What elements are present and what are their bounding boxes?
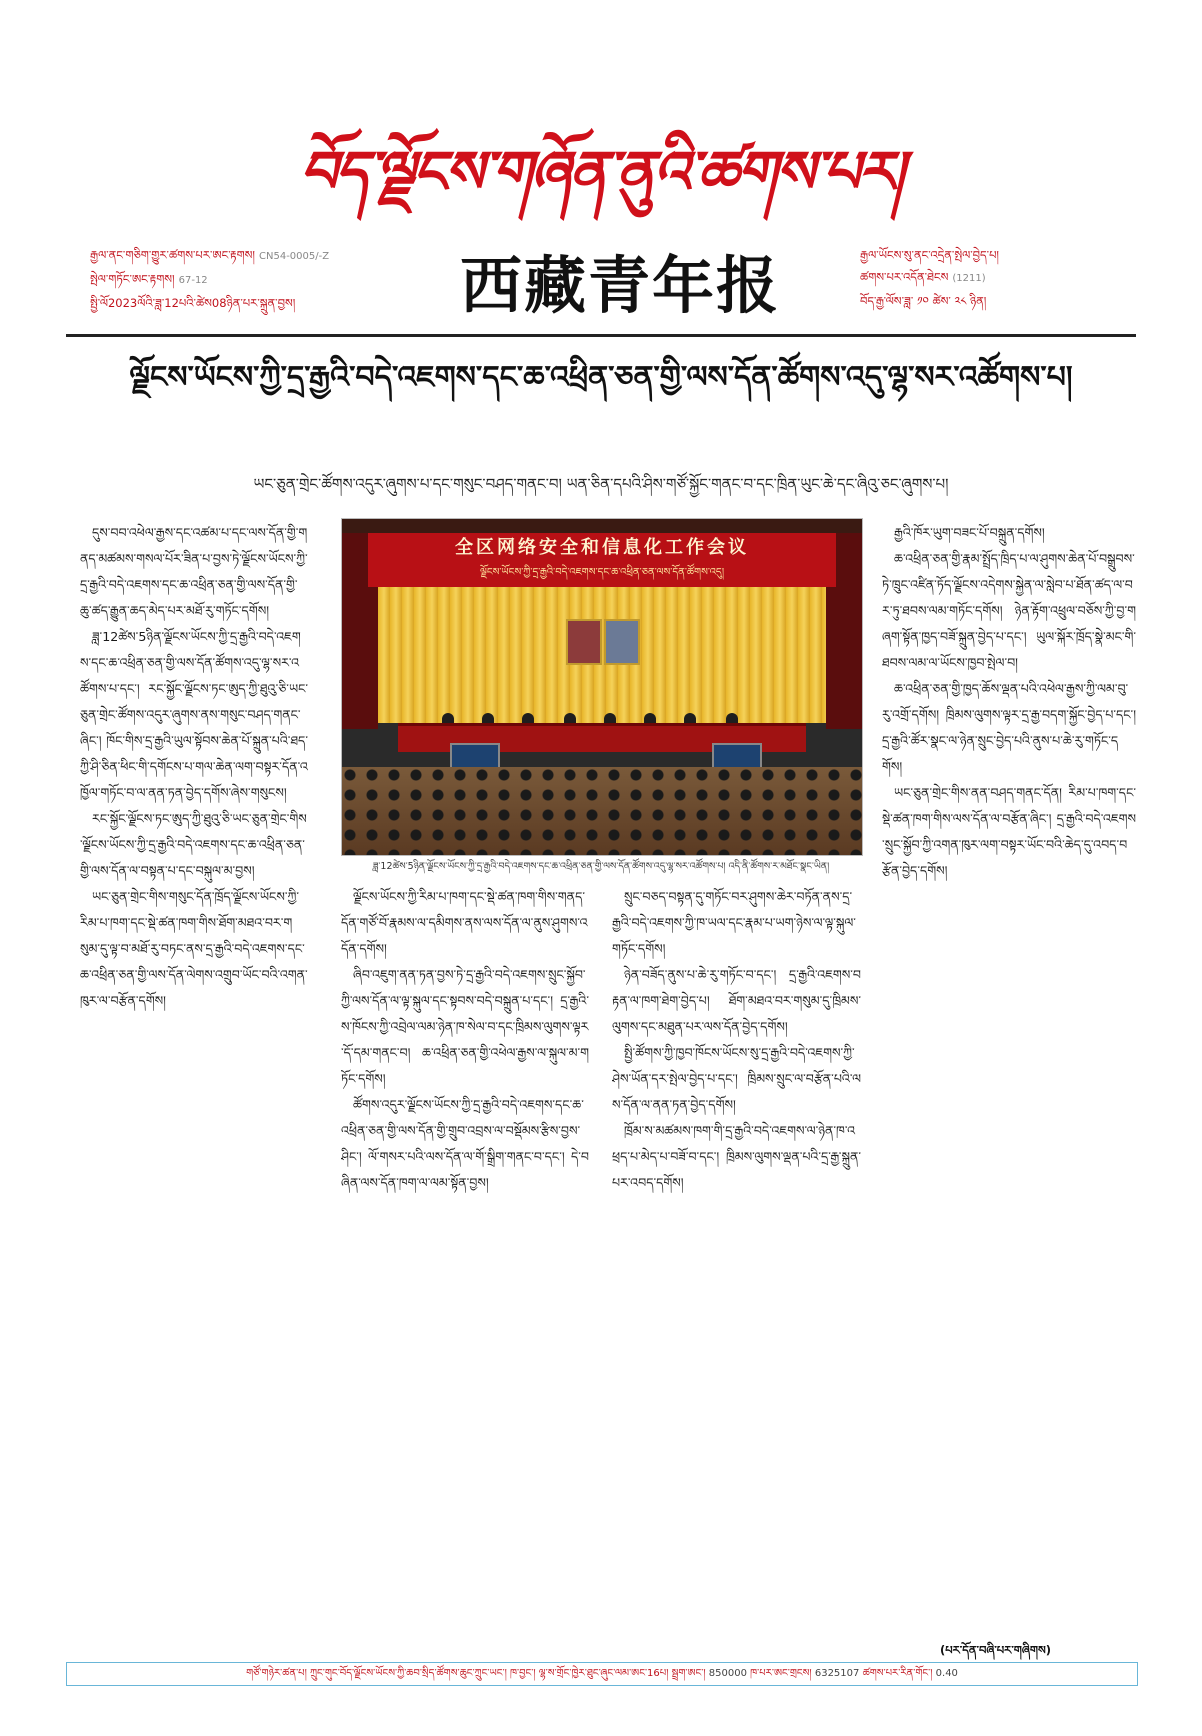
cn-number-label: རྒྱལ་ནང་གཅིག་གྱུར་ཚགས་པར་ཨང་རྟགས། <box>90 248 255 262</box>
conference-photo <box>341 518 863 856</box>
paragraph: ཆ་འཕྲིན་ཅན་གྱི་ཁྱད་ཆོས་ལྡན་པའི་འཕེལ་རྒྱས་ཀྱི་ལམ་བུ་རུ་འགྲོ་དགོས། ཁྲིམས་ལུགས་ལྟར་དྲ་རྒྱ་བདག་སྐྱོང་བྱེད་པ་དང་། དྲ་རྒྱའི་ཚོར་སྣང་ལ་ཉེན་སྲུང་བྱེད་པའི་ནུས་པ་ཆེ་རུ་གཏོང་དགོས། <box>882 681 1136 774</box>
article-column-3 <box>612 884 861 1638</box>
paragraph: དུས་བབ་འཕེལ་རྒྱས་དང་འཚམ་པ་དང་ལས་དོན་གྱི་གནད་མཚམས་གསལ་པོར་ཟིན་པ་བྱས་ཏེ་ལྗོངས་ཡོངས་ཀྱི་དྲ་རྒྱའི་བདེ་འཇགས་དང་ཆ་འཕྲིན་ཅན་གྱི་ལས་དོན་གྱི་ཆུ་ཚད་རྒྱུན་ཆད་མེད་པར་མཐོ་རུ་གཏོང་དགོས། <box>80 525 308 618</box>
article-column-4 <box>882 520 1136 1632</box>
masthead-tibetan: བོད་ལྗོངས་གཞོན་ནུའི་ཚགས་པར། <box>299 138 903 206</box>
publication-meta-right <box>860 244 999 312</box>
paragraph: རང་སྐྱོང་ལྗོངས་ཏང་ཨུད་ཀྱི་ཐུའུ་ཅི་ཡང་ཅུན་གྲེང་གིས་ལྗོངས་ཡོངས་ཀྱི་དྲ་རྒྱའི་བདེ་འཇགས་དང་ཆ་འཕྲིན་ཅན་གྱི་ལས་དོན་ལ་བསྟན་པ་དང་བསྐུལ་མ་བྱས། <box>80 811 307 878</box>
publisher-address: གཙོ་གཉེར་ཚན་པ། ཀྲུང་གུང་བོད་ལྗོངས་ཡོངས་ཀྱི་ཆབ་སྲིད་ཚོགས་ཆུང་ཀྲུང་ཡང་། ཁ་བྱང་། ལྷ་ས་གྲོང་ཁྱེར་ཐུང་ཞུང་ལམ་ཨང་16པ། སྦྲག་ཨང་། <box>246 1668 706 1679</box>
masthead-chinese: 西藏青年报 <box>459 249 780 322</box>
paragraph: སྲུང་བཅད་བསྟན་དུ་གཏོང་བར་ཤུགས་ཆེར་བཏོན་ནས་དྲ་རྒྱའི་བདེ་འཇགས་ཀྱི་ཁ་ཡལ་དང་རྣམ་པ་ཡག་ཉེས་ལ་ལྟ་སྐུལ་གཏོང་དགོས། <box>612 889 856 956</box>
cn-number: CN54-0005/-Z <box>259 251 330 262</box>
price: 0.40 <box>935 1668 958 1679</box>
article-column-2 <box>341 884 589 1638</box>
publication-meta-left <box>90 244 329 314</box>
paragraph: ཆ་འཕྲིན་ཅན་གྱི་རྣམ་སྤྲོད་ཁྲིད་པ་ལ་ཤུགས་ཆེན་པོ་བསྒྲུབས་ཏེ་ཁྲུང་འཛིན་ཏོད་ལྗོངས་འདེགས་སྐྱེན་ལ་སླེབ་པ་ཐོན་ཚད་ལ་བར་ཏུ་ཐབས་ལམ་གཏོང་དགོས། ཉེན་རྟོག་འཕྲུལ་བཅོས་ཀྱི་བྱ་གཞག་སྟོན་ཁྱད་བཟོ་སྐྲུན་བྱེད་པ་དང་། ཡུལ་སྐོར་ཁྲོད་སྣེ་མང་གི་ཐབས་ལམ་ལ་ཡོངས་ཁྱབ་སྤེལ་བ། <box>882 551 1136 670</box>
conference-banner <box>368 533 836 587</box>
article-subhead: ཡང་ཅུན་གྲེང་ཚོགས་འདུར་ཞུགས་པ་དང་གསུང་བཤད་གནང་བ། ཡན་ཅིན་དཔའི་ཤིས་གཙོ་སྐྱོང་གནང་བ་དང་ཁྲིན་ཡུང་ཆེ་དང་ཞིའུ་ཅང་ཞུགས་པ། <box>253 475 949 493</box>
paragraph: སྤྱི་ཚོགས་ཀྱི་ཁྱབ་ཁོངས་ཡོངས་སུ་དྲ་རྒྱའི་བདེ་འཇགས་ཀྱི་ཤེས་ཡོན་དར་སྤེལ་བྱེད་པ་དང་། ཁྲིམས་སྲུང་ལ་བརྩོན་པའི་ལས་དོན་ལ་ནན་ཏན་བྱེད་དགོས། <box>612 1045 861 1112</box>
paragraph: རྒྱའི་ཁོར་ཡུག་བཟང་པོ་བསྐྲུན་དགོས། <box>894 525 1045 540</box>
banner-chinese: 全区网络安全和信息化工作会议 <box>455 537 749 558</box>
phone-label: ཁ་པར་ཨང་གྲངས། <box>750 1668 812 1679</box>
paragraph: ཚོགས་འདུར་ལྗོངས་ཡོངས་ཀྱི་དྲ་རྒྱའི་བདེ་འཇགས་དང་ཆ་འཕྲིན་ཅན་གྱི་ལས་དོན་གྱི་གྲུབ་འབྲས་ལ་བསྡོམས་རྩིས་བྱས་ཤིང་། ལོ་གསར་པའི་ལས་དོན་ལ་གོ་སྒྲིག་གནང་བ་དང་། དེ་བཞིན་ལས་དོན་ཁག་ལ་ལམ་སྟོན་བྱས། <box>341 1097 589 1190</box>
publication-date: སྤྱི་ལོ2023ལོའི་ཟླ་12པའི་ཚེས08ཉིན་པར་སྐྲུན་བྱས། <box>90 296 296 310</box>
masthead-divider <box>66 334 1136 337</box>
distribution-note: རྒྱལ་ཡོངས་སུ་ནང་འདྲེན་སྤེལ་བྱེད་པ། <box>860 248 999 262</box>
paragraph: ཞིབ་འཇུག་ནན་ཏན་བྱས་ཏེ་དྲ་རྒྱའི་བདེ་འཇགས་སྲུང་སྐྱོབ་ཀྱི་ལས་དོན་ལ་ལྟ་སྐུལ་དང་སྟབས་བདེ་བསྐྲུན་པ་དང་། དྲ་རྒྱའི་ས་ཁོངས་ཀྱི་འབྲེལ་ལམ་ཉེན་ཁ་སེལ་བ་དང་ཁྲིམས་ལུགས་ལྟར་དོ་དམ་གནང་བ། ཆ་འཕྲིན་ཅན་གྱི་འཕེལ་རྒྱས་ལ་སྐུལ་མ་གཏོང་དགོས། <box>341 967 589 1086</box>
paragraph: ཡང་ཅུན་གྲེང་གིས་ནན་བཤད་གནང་དོན། རིམ་པ་ཁག་དང་སྡེ་ཚན་ཁག་གིས་ལས་དོན་ལ་བརྩོན་ཞིང་། དྲ་རྒྱའི་བདེ་འཇགས་སྲུང་སྐྱོབ་ཀྱི་འགན་ཁུར་ལག་བསྟར་ཡོང་བའི་ཆེད་དུ་འབད་བརྩོན་བྱེད་དགོས། <box>882 785 1136 878</box>
portrait-right <box>604 619 640 665</box>
portrait-left <box>566 619 602 665</box>
audience <box>342 767 862 855</box>
paragraph: ཡང་ཅུན་གྲེང་གིས་གསུང་དོན་ཁྲོད་ལྗོངས་ཡོངས་ཀྱི་རིམ་པ་ཁག་དང་སྡེ་ཚན་ཁག་གིས་ཐོག་མཐའ་བར་གསུམ་དུ་ལྟ་བ་མཐོ་རུ་བཏང་ནས་དྲ་རྒྱའི་བདེ་འཇགས་དང་ཆ་འཕྲིན་ཅན་གྱི་ལས་དོན་ལེགས་འགྲུབ་ཡོང་བའི་འགན་ཁུར་ལ་བརྩོན་དགོས། <box>80 889 308 1008</box>
imprint-footer <box>66 1662 1138 1686</box>
stage-curtain <box>378 587 826 723</box>
postal-code: 850000 <box>708 1668 747 1679</box>
paragraph: ཟླ་12ཚེས་5ཉིན་ལྗོངས་ཡོངས་ཀྱི་དྲ་རྒྱའི་བདེ་འཇགས་དང་ཆ་འཕྲིན་ཅན་གྱི་ལས་དོན་ཚོགས་འདུ་ལྷ་སར་འཚོགས་པ་དང་། རང་སྐྱོང་ལྗོངས་ཏང་ཨུད་ཀྱི་ཐུའུ་ཅི་ཡང་ཅུན་གྲེང་ཚོགས་འདུར་ཞུགས་ནས་གསུང་བཤད་གནང་ཞིང་། ཁོང་གིས་དྲ་རྒྱའི་ཡུལ་སྟོབས་ཆེན་པོ་སྐྲུན་པའི་ཐད་ཀྱི་ཤི་ཅིན་ཕིང་གི་དགོངས་པ་གལ་ཆེན་ལག་བསྟར་དོན་འཁྱོལ་གཏོང་བ་ལ་ནན་ཏན་བྱེད་དགོས་ཞེས་གསུངས། <box>80 629 308 800</box>
issue-number-label: ཚགས་པར་འདོན་ཐེངས <box>860 270 949 284</box>
issue-code: 67-12 <box>178 275 208 286</box>
photo-caption: ཟླ་12ཚེས་5ཉིན་ལྗོངས་ཡོངས་ཀྱི་དྲ་རྒྱའི་བདེ་འཇགས་དང་ཆ་འཕྲིན་ཅན་གྱི་ལས་དོན་ཚོགས་འདུ་ལྷ་སར་འཚོགས་པ། འདི་ནི་ཚོགས་ར་མཐོང་སྣང་ཡིན། <box>372 861 830 872</box>
article-column-1 <box>80 520 308 1638</box>
paragraph: ཁྲོམ་ས་མཚམས་ཁག་གི་དྲ་རྒྱའི་བདེ་འཇགས་ལ་ཉེན་ཁ་འཕྲད་པ་མེད་པ་བཟོ་བ་དང་། ཁྲིམས་ལུགས་ལྡན་པའི་དྲ་རྒྱ་སྐྲུན་པར་འབད་དགོས། <box>612 1123 861 1190</box>
paragraph: ཉེན་བཟོད་ནུས་པ་ཆེ་རུ་གཏོང་བ་དང་། དྲ་རྒྱའི་འཇགས་བརྟན་ལ་ཁག་ཐེག་བྱེད་པ། ཐོག་མཐའ་བར་གསུམ་དུ་ཁྲིམས་ལུགས་དང་མཐུན་པར་ལས་དོན་བྱེད་དགོས། <box>612 967 861 1034</box>
tibetan-calendar-date: བོད་རྒྱ་ལོས་ཟླ་ ༡༠ ཚེས་ ༢༨ ཉིན། <box>860 294 987 308</box>
banner-tibetan: ལྗོངས་ཡོངས་ཀྱི་དྲ་རྒྱའི་བདེ་འཇགས་དང་ཆ་འཕྲིན་ཅན་ལས་དོན་ཚོགས་འདུ། <box>479 567 725 578</box>
continued-note: (པར་དོན་བཞི་པར་གཞིགས) <box>940 1643 1051 1657</box>
issue-code-label: སྤེལ་གཏོང་ཨང་རྟགས། <box>90 272 175 286</box>
issue-number: (1211) <box>952 273 986 284</box>
price-label: ཚགས་པར་རིན་གོང་། <box>862 1668 933 1679</box>
paragraph: ལྗོངས་ཡོངས་ཀྱི་རིམ་པ་ཁག་དང་སྡེ་ཚན་ཁག་གིས་གནད་དོན་གཙོ་བོ་རྣམས་ལ་དམིགས་ནས་ལས་དོན་ལ་ནུས་ཤུགས་འདོན་དགོས། <box>341 889 588 956</box>
article-headline: ལྗོངས་ཡོངས་ཀྱི་དྲ་རྒྱའི་བདེ་འཇགས་དང་ཆ་འཕྲིན་ཅན་གྱི་ལས་དོན་ཚོགས་འདུ་ལྷ་སར་འཚོགས་པ། <box>129 360 1073 395</box>
phone-number: 6325107 <box>814 1668 860 1679</box>
